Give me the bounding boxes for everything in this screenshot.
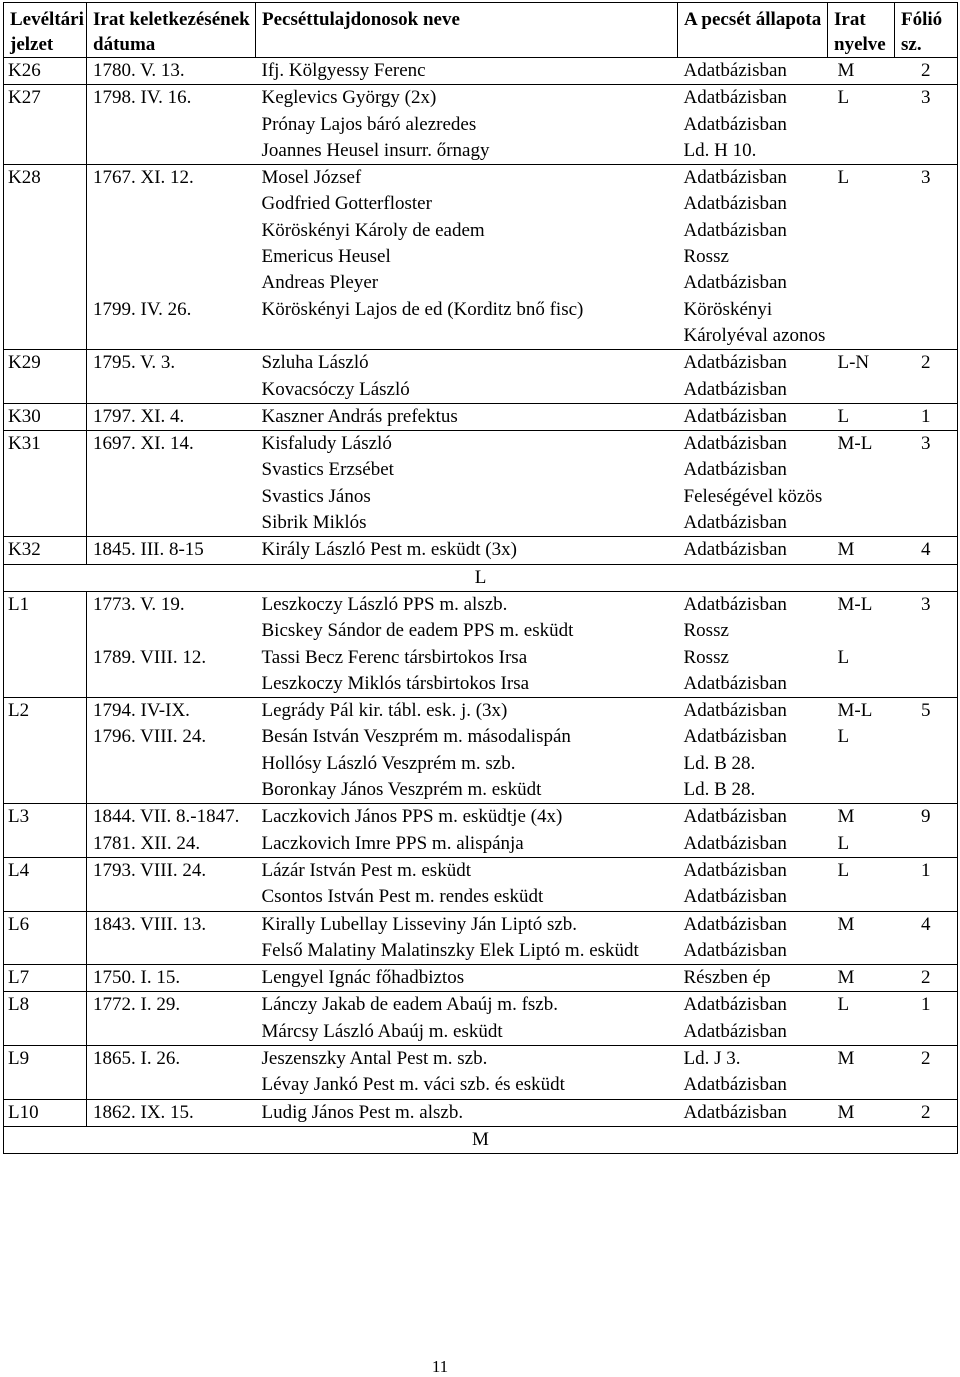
table-row xyxy=(4,1072,958,1099)
table-row xyxy=(4,645,958,671)
table-row xyxy=(4,777,958,804)
cell-date xyxy=(87,270,256,296)
header-lang: Irat nyelve xyxy=(828,3,895,58)
cell-state: Adatbázisban xyxy=(683,832,787,854)
cell-state: Adatbázisban xyxy=(683,193,787,215)
cell-folio: 1 xyxy=(895,992,958,1019)
cell-date xyxy=(87,777,256,804)
cell-owner: Köröskényi Károly de eadem xyxy=(261,219,485,241)
header-owner: Pecséttulajdonosok neve xyxy=(256,3,678,58)
table-row xyxy=(4,618,958,644)
cell-owner: Ludig János Pest m. alszb. xyxy=(256,1099,678,1126)
cell-owner: Kovacsóczy László xyxy=(261,378,410,400)
header-row xyxy=(4,3,958,58)
cell-lang: L xyxy=(828,85,895,112)
table-row xyxy=(4,244,958,270)
table-row xyxy=(4,457,958,483)
cell-owner: Tassi Becz Ferenc társbirtokos Irsa xyxy=(261,646,528,668)
table-row xyxy=(4,965,958,992)
cell-date xyxy=(87,484,256,510)
cell-folio xyxy=(895,484,958,510)
cell-lang: M xyxy=(828,911,895,938)
cell-state: Ld. H 10. xyxy=(683,139,757,161)
cell-owner: Bicskey Sándor de eadem PPS m. esküdt xyxy=(261,620,574,642)
cell-folio: 1 xyxy=(895,857,958,884)
table-row xyxy=(4,992,958,1019)
cell-owner: Leszkoczy Miklós társbirtokos Irsa xyxy=(261,672,530,694)
cell-id: K31 xyxy=(4,431,87,458)
cell-id: K26 xyxy=(4,58,87,85)
cell-id xyxy=(4,831,87,858)
cell-state: Adatbázisban xyxy=(683,672,787,694)
cell-state: Adatbázisban xyxy=(678,350,828,377)
cell-state: Adatbázisban xyxy=(678,85,828,112)
cell-state: Ld. B 28. xyxy=(683,752,756,774)
cell-owner: Laczkovich János PPS m. esküdtje (4x) xyxy=(256,804,678,831)
table-row xyxy=(4,857,958,884)
cell-id xyxy=(4,938,87,965)
cell-folio: 9 xyxy=(895,804,958,831)
cell-state: Köröskényi Károlyéval azonos xyxy=(683,298,826,346)
cell-id xyxy=(4,1019,87,1046)
cell-date: 1750. I. 15. xyxy=(87,965,256,992)
cell-lang: M xyxy=(828,537,895,564)
cell-folio xyxy=(895,884,958,911)
cell-state: Ld. J 3. xyxy=(678,1045,828,1072)
cell-folio xyxy=(895,191,958,217)
cell-owner: Hollósy László Veszprém m. szb. xyxy=(261,752,516,774)
cell-id xyxy=(4,244,87,270)
cell-folio xyxy=(895,1072,958,1099)
cell-date xyxy=(87,112,256,138)
cell-date xyxy=(87,671,256,698)
cell-id xyxy=(4,1072,87,1099)
table-row xyxy=(4,431,958,458)
cell-id xyxy=(4,618,87,644)
cell-owner: Prónay Lajos báró alezredes xyxy=(261,113,477,135)
cell-id: L9 xyxy=(4,1045,87,1072)
cell-owner: Emericus Heusel xyxy=(261,246,391,268)
cell-lang xyxy=(828,244,895,270)
cell-lang: L xyxy=(828,857,895,884)
cell-lang: L xyxy=(828,992,895,1019)
section-row xyxy=(4,564,958,591)
cell-state: Adatbázisban xyxy=(683,886,787,908)
cell-lang: M xyxy=(828,58,895,85)
cell-owner: Mosel József xyxy=(256,165,678,192)
cell-folio: 3 xyxy=(895,591,958,618)
cell-date xyxy=(87,884,256,911)
cell-state: Adatbázisban xyxy=(683,113,787,135)
cell-state: Részben ép xyxy=(678,965,828,992)
cell-date xyxy=(87,1019,256,1046)
cell-lang xyxy=(828,671,895,698)
cell-lang: M xyxy=(828,1099,895,1126)
cell-lang xyxy=(828,777,895,804)
cell-state: Adatbázisban xyxy=(678,403,828,430)
cell-owner: Kaszner András prefektus xyxy=(256,403,678,430)
cell-id xyxy=(4,138,87,165)
cell-lang: M xyxy=(828,965,895,992)
cell-state: Adatbázisban xyxy=(683,459,787,481)
cell-folio xyxy=(895,218,958,244)
cell-date: 1795. V. 3. xyxy=(87,350,256,377)
table-row xyxy=(4,297,958,350)
cell-state: Adatbázisban xyxy=(678,58,828,85)
cell-folio xyxy=(895,671,958,698)
cell-folio xyxy=(895,618,958,644)
cell-lang: M xyxy=(828,1045,895,1072)
cell-date xyxy=(87,751,256,777)
cell-lang xyxy=(828,218,895,244)
cell-owner: Szluha László xyxy=(256,350,678,377)
cell-id: L8 xyxy=(4,992,87,1019)
table-row xyxy=(4,938,958,965)
cell-id: K30 xyxy=(4,403,87,430)
cell-date: 1844. VII. 8.-1847. xyxy=(87,804,256,831)
cell-owner: Legrády Pál kir. tábl. esk. j. (3x) xyxy=(256,698,678,725)
cell-folio: 2 xyxy=(895,350,958,377)
cell-id xyxy=(4,484,87,510)
cell-date xyxy=(87,244,256,270)
cell-owner: Csontos István Pest m. rendes esküdt xyxy=(261,886,544,908)
header-date: Irat keletkezésének dátuma xyxy=(87,3,256,58)
cell-owner: Sibrik Miklós xyxy=(261,512,367,534)
cell-id xyxy=(4,884,87,911)
cell-lang: L xyxy=(837,832,850,854)
cell-owner: Leszkoczy László PPS m. alszb. xyxy=(256,591,678,618)
section-letter: L xyxy=(4,564,958,591)
cell-id xyxy=(4,270,87,296)
cell-id: K32 xyxy=(4,537,87,564)
cell-lang: M-L xyxy=(828,431,895,458)
cell-owner: Boronkay János Veszprém m. esküdt xyxy=(261,779,542,801)
cell-lang xyxy=(828,1019,895,1046)
cell-id: L6 xyxy=(4,911,87,938)
table-row xyxy=(4,350,958,377)
cell-date: 1799. IV. 26. xyxy=(93,298,192,320)
cell-id xyxy=(4,645,87,671)
table-row xyxy=(4,804,958,831)
cell-id: K29 xyxy=(4,350,87,377)
table-row xyxy=(4,591,958,618)
cell-folio: 4 xyxy=(895,911,958,938)
header-state: A pecsét állapota xyxy=(678,3,828,58)
cell-id: L2 xyxy=(4,698,87,725)
cell-id xyxy=(4,671,87,698)
cell-id xyxy=(4,112,87,138)
table-row xyxy=(4,751,958,777)
cell-state: Adatbázisban xyxy=(678,591,828,618)
cell-folio xyxy=(895,270,958,296)
cell-state: Adatbázisban xyxy=(678,698,828,725)
cell-state: Adatbázisban xyxy=(678,165,828,192)
cell-folio: 5 xyxy=(895,698,958,725)
table-row xyxy=(4,112,958,138)
cell-state: Adatbázisban xyxy=(683,939,787,961)
cell-date: 1843. VIII. 13. xyxy=(87,911,256,938)
cell-state: Adatbázisban xyxy=(683,378,787,400)
table-row xyxy=(4,1099,958,1126)
cell-owner: Felső Malatiny Malatinszky Elek Liptó m. esküdt xyxy=(261,939,639,961)
table-row xyxy=(4,671,958,698)
cell-state: Rossz xyxy=(683,246,729,268)
cell-state: Adatbázisban xyxy=(683,512,787,534)
cell-folio: 3 xyxy=(895,85,958,112)
cell-id xyxy=(4,377,87,404)
cell-folio xyxy=(895,645,958,671)
cell-folio xyxy=(895,510,958,537)
cell-id xyxy=(4,457,87,483)
cell-owner: Király László Pest m. esküdt (3x) xyxy=(256,537,678,564)
cell-owner: Keglevics György (2x) xyxy=(256,85,678,112)
cell-state: Adatbázisban xyxy=(678,1099,828,1126)
cell-owner: Lázár István Pest m. esküdt xyxy=(256,857,678,884)
cell-date: 1697. XI. 14. xyxy=(87,431,256,458)
cell-folio: 2 xyxy=(895,1099,958,1126)
cell-folio xyxy=(895,751,958,777)
cell-date: 1767. XI. 12. xyxy=(87,165,256,192)
table-row xyxy=(4,138,958,165)
cell-date: 1796. VIII. 24. xyxy=(93,726,207,748)
cell-owner: Lévay Jankó Pest m. váci szb. és esküdt xyxy=(261,1074,565,1096)
cell-date xyxy=(87,191,256,217)
cell-state: Adatbázisban xyxy=(683,272,787,294)
cell-folio: 1 xyxy=(895,403,958,430)
table-row xyxy=(4,510,958,537)
cell-owner: Kisfaludy László xyxy=(256,431,678,458)
page-number: 11 xyxy=(431,1357,449,1376)
cell-id: L7 xyxy=(4,965,87,992)
cell-folio xyxy=(895,297,958,350)
cell-date: 1773. V. 19. xyxy=(87,591,256,618)
header-folio: Fólió sz. xyxy=(895,3,958,58)
cell-owner: Godfried Gotterfloster xyxy=(261,193,432,215)
header-id: Levéltári jelzet xyxy=(4,3,87,58)
cell-id xyxy=(4,297,87,350)
cell-id xyxy=(4,510,87,537)
cell-state: Rossz xyxy=(683,620,729,642)
cell-date: 1798. IV. 16. xyxy=(87,85,256,112)
cell-folio xyxy=(895,938,958,965)
table-row xyxy=(4,218,958,244)
cell-id: K28 xyxy=(4,165,87,192)
cell-date xyxy=(87,618,256,644)
cell-state: Adatbázisban xyxy=(678,911,828,938)
cell-state: Adatbázisban xyxy=(678,537,828,564)
cell-owner: Márcsy László Abaúj m. esküdt xyxy=(261,1020,503,1042)
table-body xyxy=(4,58,958,1154)
table-row xyxy=(4,377,958,404)
cell-id: L4 xyxy=(4,857,87,884)
cell-date: 1794. IV-IX. xyxy=(87,698,256,725)
cell-state: Ld. B 28. xyxy=(683,779,756,801)
cell-date xyxy=(87,218,256,244)
cell-id: L10 xyxy=(4,1099,87,1126)
cell-state: Feleségével közös xyxy=(683,485,823,507)
cell-folio: 4 xyxy=(895,537,958,564)
table-row xyxy=(4,884,958,911)
table-row xyxy=(4,85,958,112)
cell-date: 1781. XII. 24. xyxy=(93,832,201,854)
cell-date: 1772. I. 29. xyxy=(87,992,256,1019)
cell-lang xyxy=(828,618,895,644)
cell-state: Adatbázisban xyxy=(683,219,787,241)
table-row xyxy=(4,484,958,510)
cell-folio xyxy=(895,1019,958,1046)
cell-folio: 3 xyxy=(895,431,958,458)
cell-state: Adatbázisban xyxy=(683,726,787,748)
cell-lang xyxy=(828,138,895,165)
cell-id xyxy=(4,218,87,244)
cell-lang: L xyxy=(828,403,895,430)
cell-state: Rossz xyxy=(683,646,729,668)
cell-lang xyxy=(828,191,895,217)
cell-folio: 2 xyxy=(895,58,958,85)
cell-folio xyxy=(895,138,958,165)
cell-owner: Svastics János xyxy=(261,485,371,507)
cell-owner: Andreas Pleyer xyxy=(261,272,379,294)
cell-id: L3 xyxy=(4,804,87,831)
cell-lang: L xyxy=(837,646,850,668)
cell-folio xyxy=(895,377,958,404)
cell-lang: M xyxy=(828,804,895,831)
cell-date: 1862. IX. 15. xyxy=(87,1099,256,1126)
cell-lang xyxy=(828,884,895,911)
cell-date: 1865. I. 26. xyxy=(87,1045,256,1072)
cell-folio xyxy=(895,112,958,138)
cell-state: Adatbázisban xyxy=(678,804,828,831)
cell-id xyxy=(4,191,87,217)
cell-owner: Joannes Heusel insurr. őrnagy xyxy=(261,139,490,161)
cell-folio xyxy=(895,724,958,750)
cell-lang: M-L xyxy=(828,591,895,618)
cell-date xyxy=(87,510,256,537)
cell-lang xyxy=(828,1072,895,1099)
cell-lang xyxy=(828,297,895,350)
cell-folio xyxy=(895,831,958,858)
cell-lang xyxy=(828,484,895,510)
cell-state: Adatbázisban xyxy=(683,1020,787,1042)
cell-owner: Svastics Erzsébet xyxy=(261,459,394,481)
cell-owner: Köröskényi Lajos de ed (Korditz bnő fisc) xyxy=(261,298,584,320)
cell-date xyxy=(87,377,256,404)
cell-lang xyxy=(828,510,895,537)
table-row xyxy=(4,831,958,858)
cell-lang xyxy=(828,751,895,777)
seal-register-table xyxy=(3,2,958,1154)
cell-date xyxy=(87,938,256,965)
cell-folio xyxy=(895,244,958,270)
cell-lang xyxy=(828,270,895,296)
cell-id: L1 xyxy=(4,591,87,618)
cell-folio xyxy=(895,777,958,804)
cell-owner: Kirally Lubellay Lisseviny Ján Liptó szb. xyxy=(256,911,678,938)
cell-lang: L xyxy=(828,165,895,192)
table-row xyxy=(4,403,958,430)
table-row xyxy=(4,1019,958,1046)
cell-folio xyxy=(895,457,958,483)
cell-id xyxy=(4,751,87,777)
cell-state: Adatbázisban xyxy=(678,857,828,884)
table-row xyxy=(4,724,958,750)
table-row xyxy=(4,191,958,217)
table-row xyxy=(4,270,958,296)
cell-lang: L-N xyxy=(828,350,895,377)
cell-owner: Jeszenszky Antal Pest m. szb. xyxy=(256,1045,678,1072)
cell-id xyxy=(4,724,87,750)
cell-lang xyxy=(828,112,895,138)
cell-owner: Laczkovich Imre PPS m. alispánja xyxy=(261,832,524,854)
cell-date xyxy=(87,1072,256,1099)
table-row xyxy=(4,698,958,725)
cell-folio: 3 xyxy=(895,165,958,192)
cell-lang xyxy=(828,377,895,404)
cell-owner: Ifj. Kölgyessy Ferenc xyxy=(256,58,678,85)
cell-lang: L xyxy=(837,726,850,748)
cell-id xyxy=(4,777,87,804)
cell-date xyxy=(87,457,256,483)
table-row xyxy=(4,58,958,85)
cell-date: 1797. XI. 4. xyxy=(87,403,256,430)
cell-owner: Lengyel Ignác főhadbiztos xyxy=(256,965,678,992)
table-row xyxy=(4,537,958,564)
cell-lang xyxy=(828,938,895,965)
cell-state: Adatbázisban xyxy=(678,431,828,458)
cell-state: Adatbázisban xyxy=(678,992,828,1019)
cell-folio: 2 xyxy=(895,965,958,992)
cell-owner: Lánczy Jakab de eadem Abaúj m. fszb. xyxy=(256,992,678,1019)
cell-id: K27 xyxy=(4,85,87,112)
table-row xyxy=(4,1045,958,1072)
cell-state: Adatbázisban xyxy=(683,1074,787,1096)
cell-lang xyxy=(828,457,895,483)
cell-lang: M-L xyxy=(828,698,895,725)
cell-folio: 2 xyxy=(895,1045,958,1072)
cell-date xyxy=(87,138,256,165)
cell-owner: Besán István Veszprém m. másodalispán xyxy=(261,726,571,748)
table-row xyxy=(4,911,958,938)
cell-date: 1780. V. 13. xyxy=(87,58,256,85)
table-row xyxy=(4,165,958,192)
section-row xyxy=(4,1126,958,1153)
cell-date: 1845. III. 8-15 xyxy=(87,537,256,564)
cell-date: 1793. VIII. 24. xyxy=(87,857,256,884)
cell-date: 1789. VIII. 12. xyxy=(93,646,207,668)
section-letter: M xyxy=(4,1126,958,1153)
